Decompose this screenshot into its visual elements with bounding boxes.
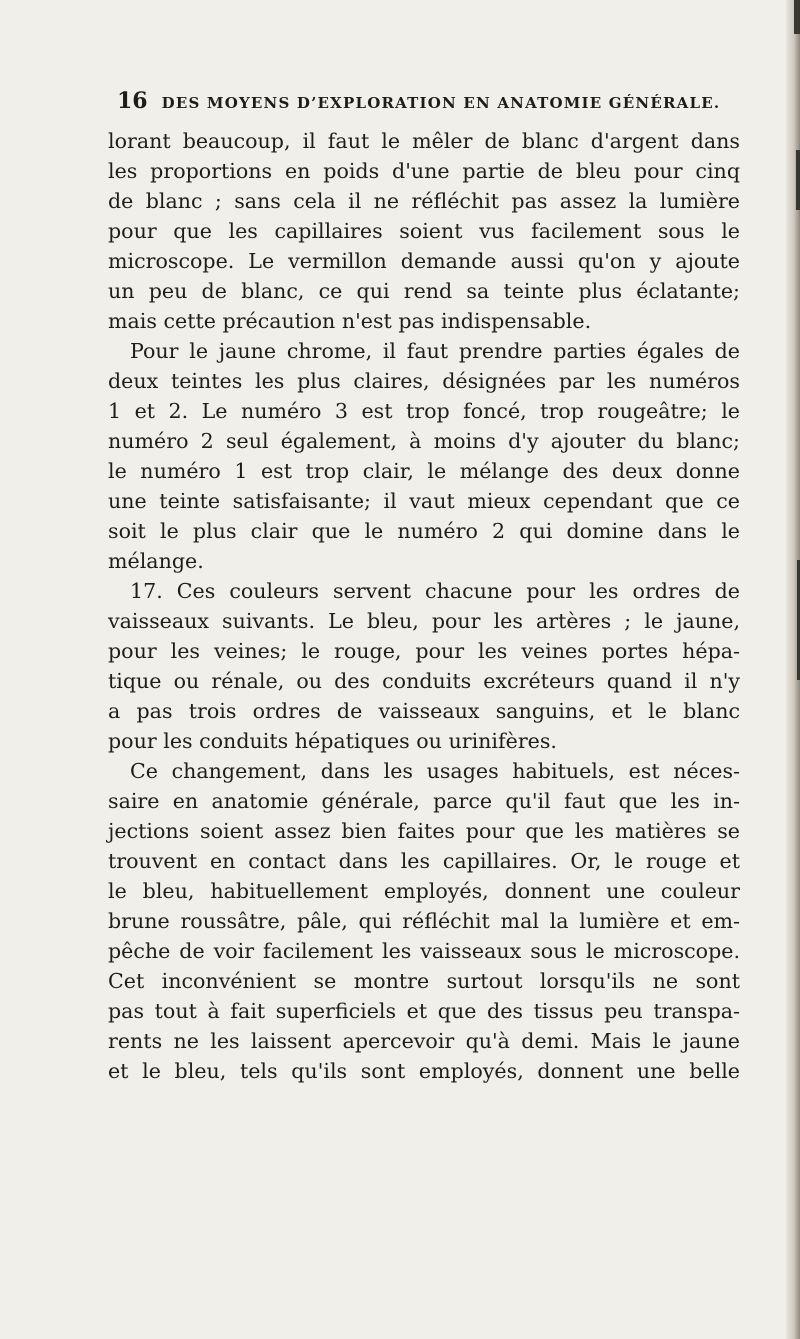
text-line: mélange. — [108, 549, 204, 573]
text-line: trouvent en contact dans les capillaires. Or, le rouge et — [108, 849, 740, 873]
text-line: pour les veines; le rouge, pour les veines portes hépa- — [108, 639, 740, 663]
text-line: rents ne les laissent apercevoir qu'à demi. Mais le jaune — [108, 1029, 740, 1053]
text-line: jections soient assez bien faites pour que les matières se — [108, 819, 740, 843]
text-line: le numéro 1 est trop clair, le mélange des deux donne — [108, 459, 740, 483]
text-line: soit le plus clair que le numéro 2 qui domine dans le — [108, 519, 740, 543]
body-text — [108, 126, 740, 1086]
text-line: Pour le jaune chrome, il faut prendre parties égales de — [130, 339, 740, 363]
text-line: de blanc ; sans cela il ne réfléchit pas assez la lumière — [108, 189, 740, 213]
text-line: les proportions en poids d'une partie de bleu pour cinq — [108, 159, 740, 183]
running-title: DES MOYENS D’EXPLORATION EN ANATOMIE GÉNÉRALE. — [161, 94, 721, 112]
text-line: pour les conduits hépatiques ou urinifères. — [108, 729, 557, 753]
text-line: et le bleu, tels qu'ils sont employés, donnent une belle — [108, 1059, 740, 1083]
text-line: lorant beaucoup, il faut le mêler de blanc d'argent dans — [108, 129, 740, 153]
text-line: vaisseaux suivants. Le bleu, pour les artères ; le jaune, — [108, 609, 740, 633]
text-line: deux teintes les plus claires, désignées par les numéros — [108, 369, 740, 393]
text-line: tique ou rénale, ou des conduits excréteurs quand il n'y — [108, 669, 740, 693]
text-line: 17. Ces couleurs servent chacune pour les ordres de — [130, 579, 740, 603]
text-line: pour que les capillaires soient vus facilement sous le — [108, 219, 740, 243]
text-line: numéro 2 seul également, à moins d'y ajouter du blanc; — [108, 429, 740, 453]
text-line: pas tout à fait superficiels et que des tissus peu transpa- — [108, 999, 740, 1023]
text-line: a pas trois ordres de vaisseaux sanguins, et le blanc — [108, 699, 740, 723]
text-line: brune roussâtre, pâle, qui réfléchit mal la lumière et em- — [108, 909, 740, 933]
text-line: saire en anatomie générale, parce qu'il faut que les in- — [108, 789, 740, 813]
text-line: Ce changement, dans les usages habituels, est néces- — [130, 759, 740, 783]
text-line: microscope. Le vermillon demande aussi qu'on y ajoute — [108, 249, 740, 273]
edge-mark — [796, 150, 800, 210]
text-line: Cet inconvénient se montre surtout lorsqu'ils ne sont — [108, 969, 740, 993]
text-line: un peu de blanc, ce qui rend sa teinte plus éclatante; — [108, 279, 740, 303]
page-number: 16 — [117, 88, 148, 114]
text-line: 1 et 2. Le numéro 3 est trop foncé, trop rougeâtre; le — [108, 399, 740, 423]
page-header — [117, 88, 730, 114]
edge-mark — [794, 0, 800, 34]
text-line: une teinte satisfaisante; il vaut mieux cependant que ce — [108, 489, 740, 513]
text-line: le bleu, habituellement employés, donnent une couleur — [108, 879, 740, 903]
text-line: mais cette précaution n'est pas indispensable. — [108, 309, 592, 333]
text-line: pêche de voir facilement les vaisseaux sous le microscope. — [108, 939, 740, 963]
page-edge — [786, 0, 800, 1339]
